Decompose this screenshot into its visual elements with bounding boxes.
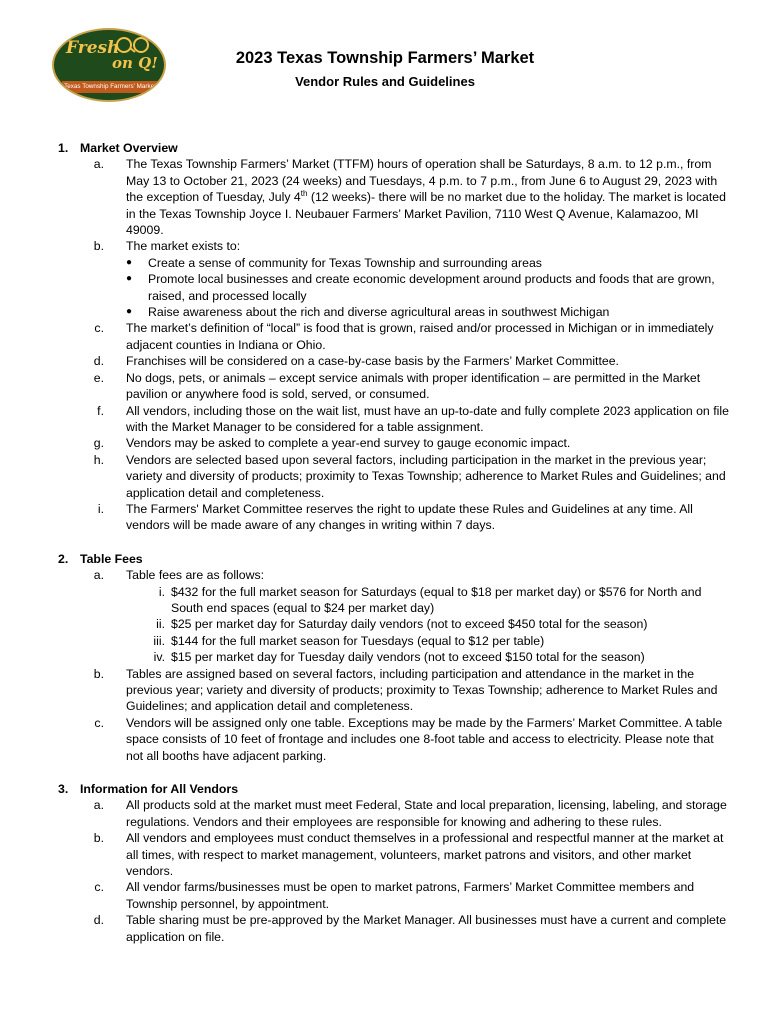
- item-letter: c.: [94, 715, 104, 730]
- item-letter: a.: [93, 798, 104, 813]
- sub-item-numeral: i.: [158, 584, 165, 599]
- page-title: 2023 Texas Township Farmers’ Market: [235, 49, 535, 67]
- section-heading: [58, 781, 734, 797]
- section-3: [58, 781, 734, 945]
- list-item: [58, 156, 734, 238]
- item-text: Vendors will be assigned only one table. Exceptions may be made by the Farmers’ Market Committee. A table space consists of 10 feet of frontage and includes one 8-foot table and access to electricity. Please note that not all booths have adjacent parking.: [126, 715, 723, 763]
- section-number: 1.: [58, 141, 69, 155]
- sub-item-text: $144 for the full market season for Tuesdays (equal to $12 per table): [171, 633, 545, 648]
- item-text: Vendors are selected based upon several factors, including participation in the market in the previous year; variety and diversity of products; proximity to Texas Township; adherence to Market Rules and Guidelines; and application detail and completeness.: [126, 452, 726, 500]
- item-letter: c.: [94, 880, 104, 895]
- section-title: Information for All Vendors: [80, 782, 239, 797]
- bullet-icon: ●: [126, 273, 133, 285]
- list-item: [58, 797, 734, 830]
- item-text: Tables are assigned based on several factors, including participation and attendance in the market in the previous year; variety and diversity of products; proximity to Texas Township; adherence to Market Rules and Guidelines; and application detail and completeness.: [126, 666, 718, 714]
- list-item: [58, 912, 734, 945]
- bullet-text: Promote local businesses and create economic development around products and foods that are grown, raised, and processed locally: [148, 272, 715, 303]
- section-number: 3.: [58, 782, 69, 797]
- section-heading: [58, 551, 734, 567]
- sub-item-text: $25 per market day for Saturday daily vendors (not to exceed $450 total for the season): [171, 617, 648, 632]
- logo-onq-text: on Q!: [112, 54, 158, 72]
- page-subtitle: Vendor Rules and Guidelines: [295, 74, 475, 89]
- item-text: The market’s definition of “local” is food that is grown, raised and/or processed in Michigan or in immediately adjacent counties in Indiana or Ohio.: [126, 321, 714, 352]
- logo-fresh-text: Fresh: [66, 38, 120, 58]
- list-item: [58, 320, 734, 353]
- item-letter: c.: [94, 321, 104, 336]
- document-body: [58, 140, 734, 962]
- item-letter: i.: [97, 501, 104, 516]
- list-item: [58, 567, 734, 583]
- list-item: [58, 715, 734, 764]
- item-letter: g.: [93, 436, 104, 451]
- sub-item-text: $432 for the full market season for Saturdays (equal to $18 per market day) or $576 for North and South end spaces (equal to $24 per market day): [171, 584, 702, 615]
- item-text: Vendors may be asked to complete a year-end survey to gauge economic impact.: [126, 436, 571, 451]
- item-text: The market exists to:: [126, 239, 241, 254]
- section-heading: [58, 140, 734, 156]
- item-text: All vendors and employees must conduct themselves in a professional and respectful manner at the market at all times, with respect to market management, volunteers, market patrons and visitors, and other market vendors.: [126, 831, 724, 879]
- item-text: Franchises will be considered on a case-by-case basis by the Farmers’ Market Committee.: [126, 354, 619, 369]
- list-item: [58, 501, 734, 534]
- sub-item: [58, 584, 734, 617]
- item-letter: e.: [93, 370, 104, 385]
- sub-item: [58, 616, 734, 632]
- sub-item-numeral: iv.: [153, 650, 165, 665]
- logo-band: Texas Township Farmers' Market: [62, 81, 158, 93]
- list-item: [58, 353, 734, 369]
- bullet-text: Raise awareness about the rich and diverse agricultural areas in southwest Michigan: [148, 305, 610, 320]
- sub-item: [58, 633, 734, 649]
- item-letter: h.: [93, 452, 104, 467]
- bullet-item: [58, 271, 734, 304]
- bullet-item: [58, 255, 734, 271]
- section-2: [58, 551, 734, 764]
- item-text: Table sharing must be pre-approved by the Market Manager. All businesses must have a current and complete application on file.: [126, 913, 727, 944]
- list-item: [58, 830, 734, 879]
- item-text: No dogs, pets, or animals – except service animals with proper identification – are permitted in the Market pavilion or anywhere food is sold, served, or consumed.: [126, 370, 701, 402]
- item-text: All vendor farms/businesses must be open to market patrons, Farmers’ Market Committee members and Township personnel, by appointment.: [126, 880, 695, 911]
- item-letter: b.: [93, 239, 104, 254]
- sub-item: [58, 649, 734, 665]
- item-letter: b.: [93, 666, 104, 681]
- section-title: Market Overview: [80, 141, 178, 155]
- section-title: Table Fees: [80, 551, 143, 566]
- item-letter: d.: [93, 913, 104, 928]
- bullet-item: [58, 304, 734, 320]
- item-letter: b.: [93, 831, 104, 846]
- item-text: The Farmers' Market Committee reserves the right to update these Rules and Guidelines at any time. All vendors will be made aware of any changes in writing within 7 days.: [126, 501, 693, 533]
- list-item: [58, 452, 734, 501]
- sub-item-numeral: iii.: [153, 633, 165, 648]
- list-item: [58, 238, 734, 254]
- item-letter: a.: [93, 157, 104, 172]
- section-1: [58, 140, 734, 534]
- item-letter: f.: [97, 403, 104, 418]
- section-number: 2.: [58, 551, 69, 566]
- sub-item-text: $15 per market day for Tuesday daily vendors (not to exceed $150 total for the season): [171, 650, 645, 665]
- sub-item-numeral: ii.: [156, 617, 165, 632]
- item-text: Table fees are as follows:: [126, 568, 265, 583]
- list-item: [58, 435, 734, 451]
- item-text: All products sold at the market must meet Federal, State and local preparation, licensing, labeling, and storage regulations. Vendors and their employees are responsible for knowing and adhering to these rules.: [126, 798, 727, 829]
- list-item: [58, 879, 734, 912]
- item-text: The Texas Township Farmers’ Market (TTFM) hours of operation shall be Saturdays, 8 a.m. to 12 p.m., from May 13 to October 21, 2023 (24 weeks) and Tuesdays, 4 p.m. to 7 p.m., from June 6 to August 29, 2023 with the exception of Tuesday, July 4th (12 weeks)- there will be no market due to the holiday. The market is located in the Texas Township Joyce I. Neubauer Farmers’ Market Pavilion, 7110 West Q Avenue, Kalamazoo, MI 49009.: [126, 157, 726, 238]
- item-letter: a.: [93, 568, 104, 583]
- item-letter: d.: [93, 354, 104, 369]
- bullet-icon: ●: [126, 306, 133, 318]
- bullet-icon: ●: [126, 256, 133, 268]
- bullet-text: Create a sense of community for Texas Township and surrounding areas: [148, 255, 542, 270]
- list-item: [58, 370, 734, 403]
- superscript: th: [300, 189, 308, 199]
- list-item: [58, 666, 734, 715]
- list-item: [58, 403, 734, 436]
- item-text: All vendors, including those on the wait list, must have an up-to-date and fully complete 2023 application on file with the Market Manager to be considered for a table assignment.: [126, 403, 729, 434]
